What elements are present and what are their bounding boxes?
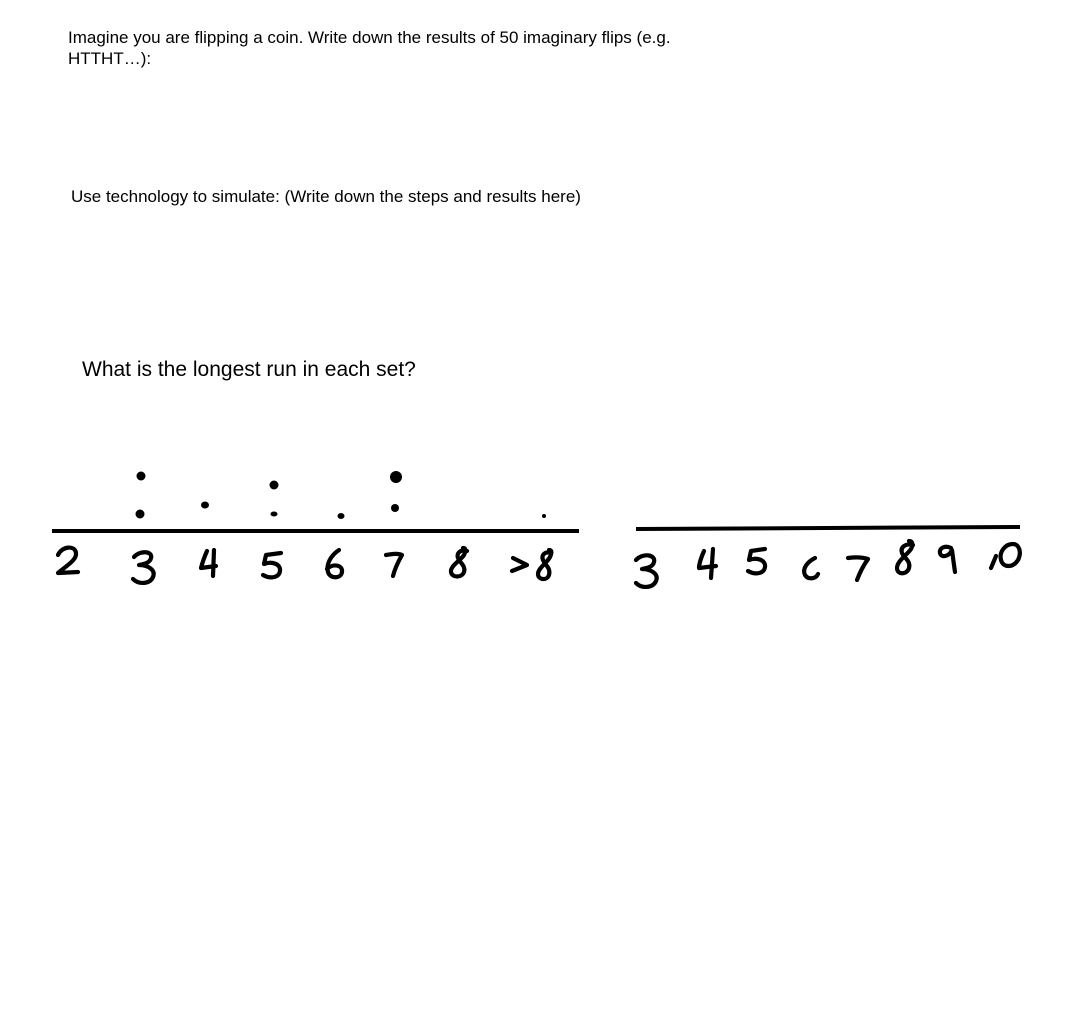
axis-label-6 [804, 558, 818, 578]
longest-run-question: What is the longest run in each set? [82, 358, 416, 381]
dotplot-right-axis-line [636, 527, 1020, 529]
simulate-prompt: Use technology to simulate: (Write down the steps and results here) [71, 187, 581, 206]
axis-label-10 [991, 544, 1020, 568]
axis-label-7 [848, 557, 868, 580]
axis-label-8 [897, 541, 913, 573]
imagine-prompt-line-2: HTTHT…): [68, 49, 152, 68]
dotplot-right-axis-labels [636, 541, 1020, 587]
axis-label-4 [699, 549, 716, 578]
axis-label-5 [748, 549, 765, 573]
axis-label-9 [940, 547, 955, 572]
imagine-prompt-line-1: Imagine you are flipping a coin. Write down the results of 50 imaginary flips (e.g. [68, 28, 671, 47]
axis-label-3 [636, 555, 657, 587]
